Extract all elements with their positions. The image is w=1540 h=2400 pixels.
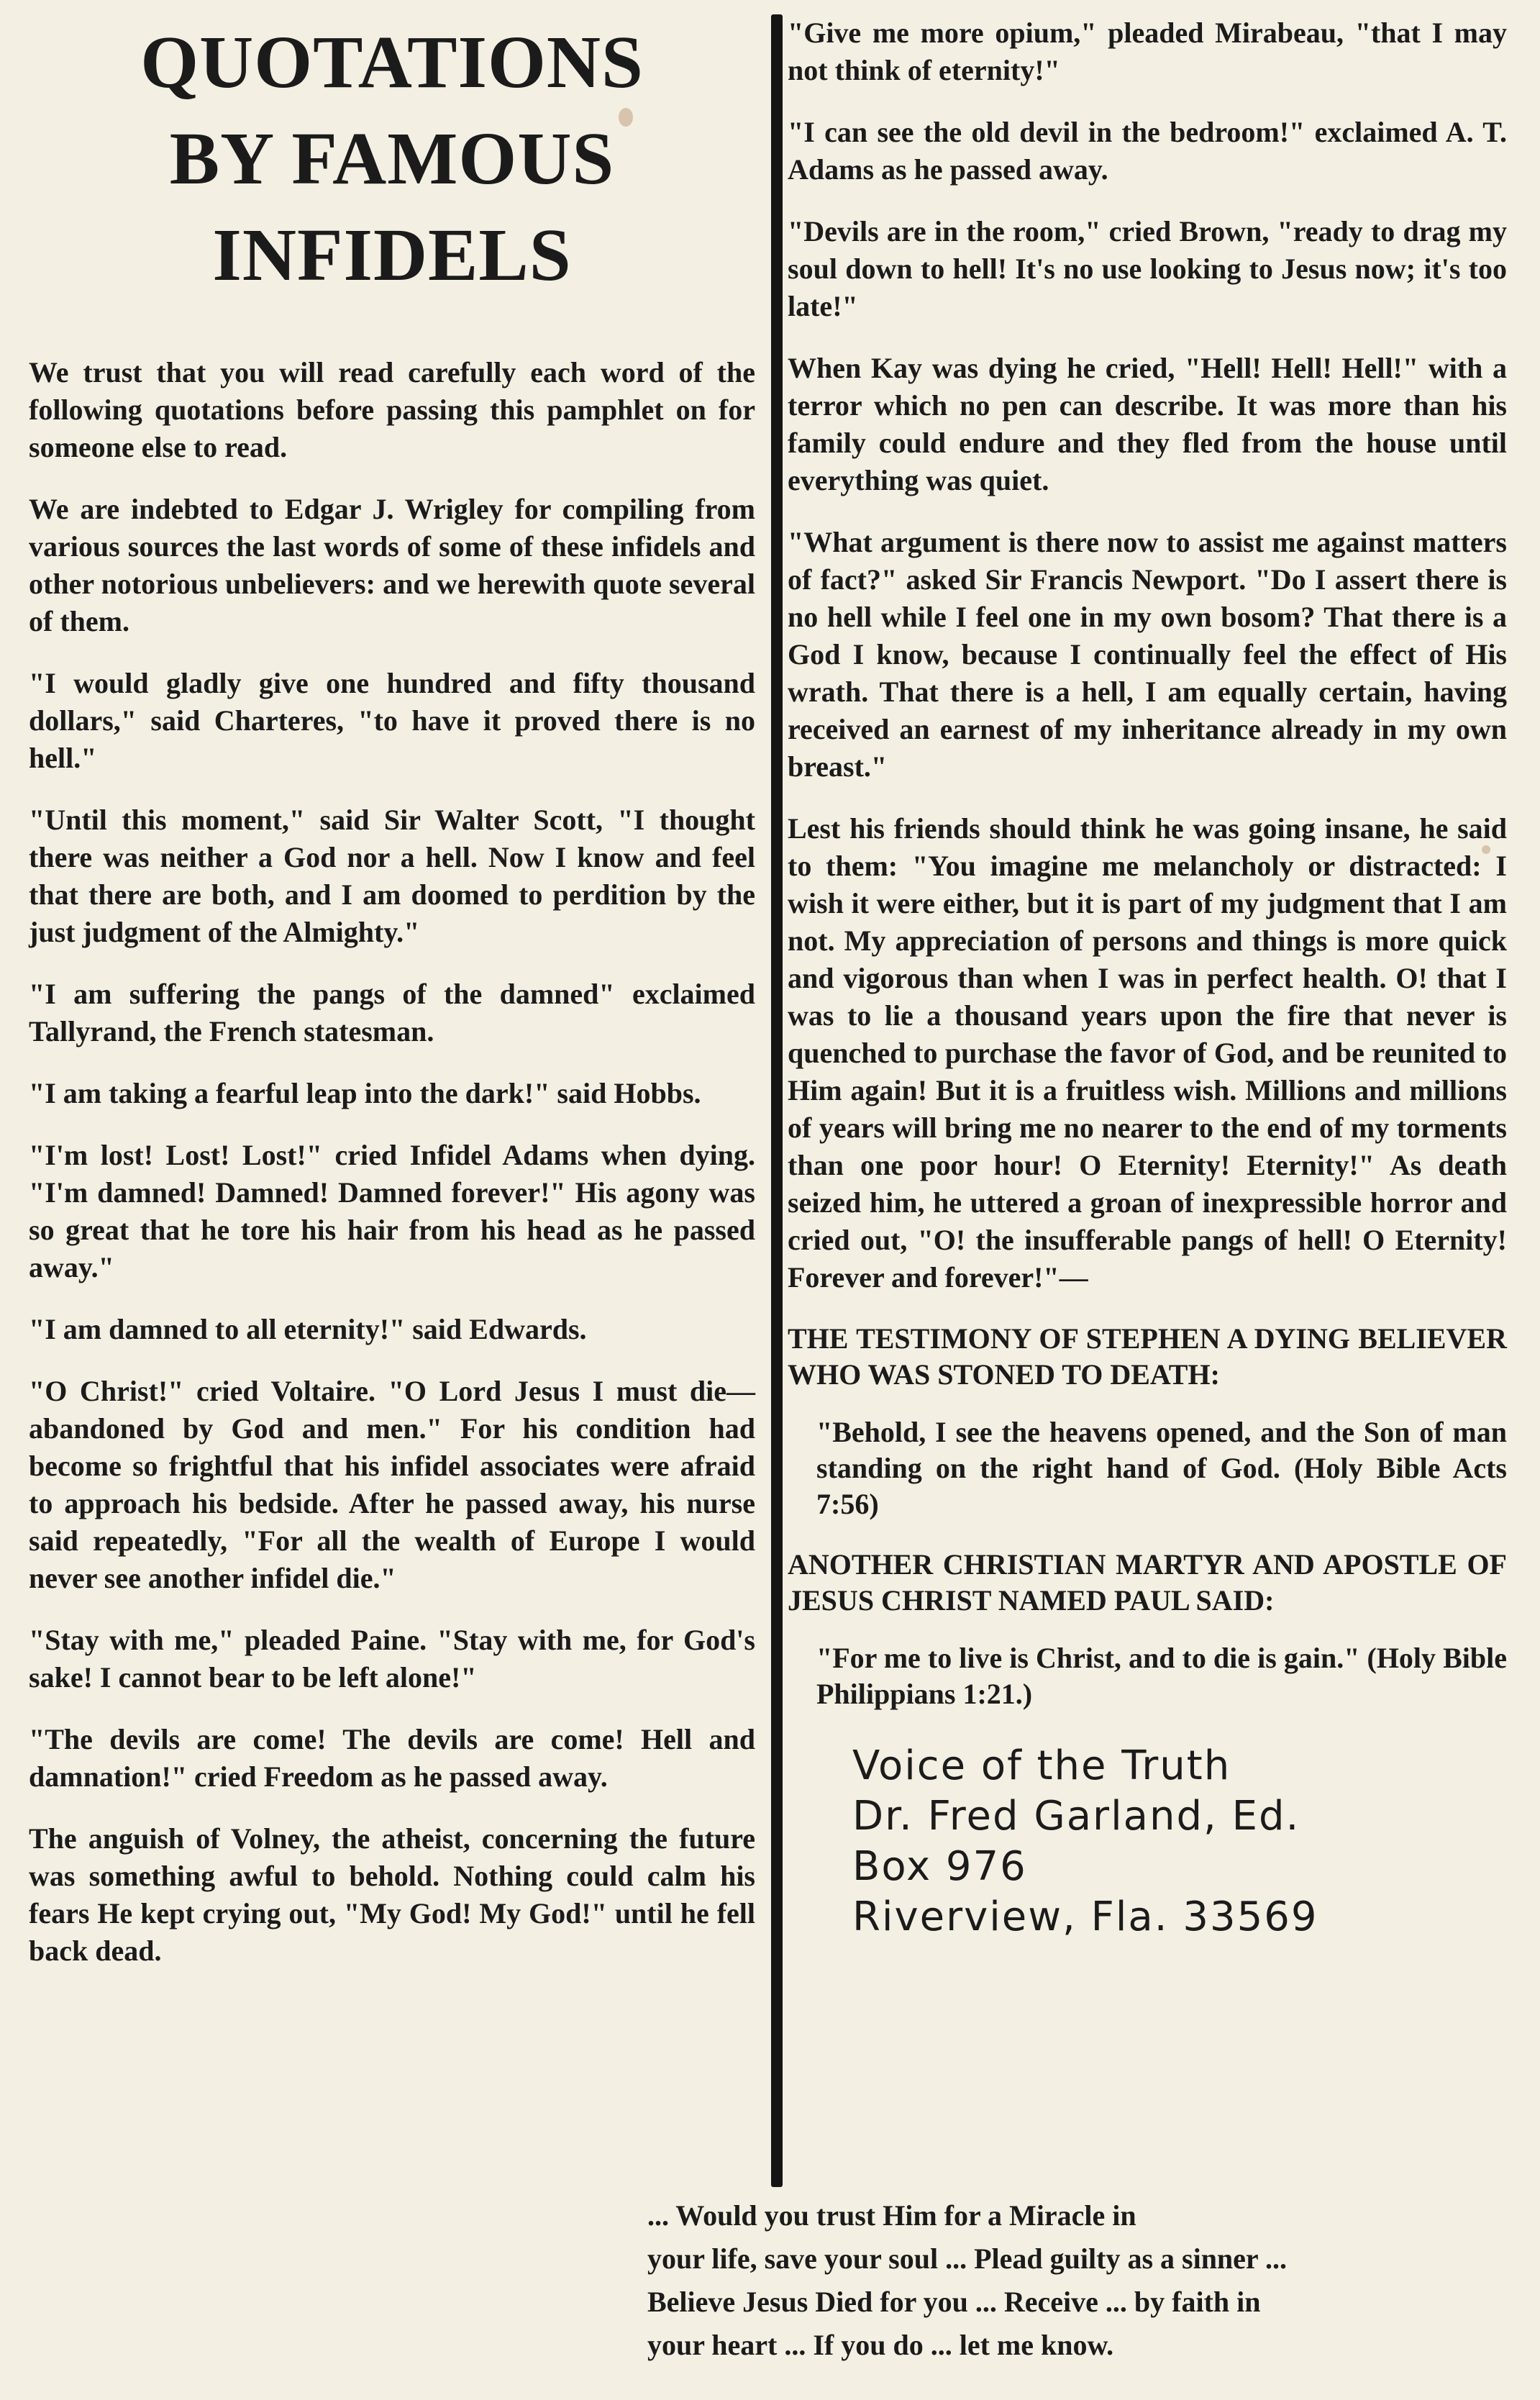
quote-tallyrand: "I am suffering the pangs of the damned" exclaimed Tallyrand, the French statesman.: [29, 978, 755, 1047]
title-line-2: BY FAMOUS: [169, 117, 615, 200]
paul-scripture: "For me to live is Christ, and to die is gain." (Holy Bible Philippians 1:21.): [816, 1642, 1507, 1710]
quote-voltaire: "O Christ!" cried Voltaire. "O Lord Jesus I must die—abandoned by God and men." For his condition had become so frightful that his infidel associates were afraid to approach his bedside. After he passed away, his nurse said repeatedly, "For all the wealth of Europe I would never see another infidel die.": [29, 1375, 755, 1594]
right-column: [788, 14, 1507, 1942]
paper-speck: [1482, 845, 1490, 854]
quote-charteres: "I would gladly give one hundred and fifty thousand dollars," said Charteres, "to have it proved there is no hell.": [29, 667, 755, 774]
publisher-signature: [852, 1741, 1507, 1942]
attribution-paragraph: We are indebted to Edgar J. Wrigley for compiling from various sources the last words of some of these infidels and other notorious unbelievers: and we herewith quote several of them.: [29, 493, 755, 637]
paul-heading: ANOTHER CHRISTIAN MARTYR AND APOSTLE OF JESUS CHRIST NAMED PAUL SAID:: [788, 1548, 1507, 1617]
quote-mirabeau: "Give me more opium," pleaded Mirabeau, "that I may not think of eternity!": [788, 17, 1507, 86]
title-line-3: INFIDELS: [212, 214, 572, 296]
quote-brown: "Devils are in the room," cried Brown, "ready to drag my soul down to hell! It's no use looking to Jesus now; it's too late!": [788, 215, 1507, 322]
closing-line: your life, save your soul ... Plead guilty as a sinner ...: [647, 2242, 1287, 2275]
quote-freedom: "The devils are come! The devils are come! Hell and damnation!" cried Freedom as he passed away.: [29, 1723, 755, 1793]
signature-line: Dr. Fred Garland, Ed.: [852, 1793, 1300, 1840]
intro-paragraph: We trust that you will read carefully each word of the following quotations before passing this pamphlet on for someone else to read.: [29, 356, 755, 463]
quote-at-adams: "I can see the old devil in the bedroom!" exclaimed A. T. Adams as he passed away.: [788, 116, 1507, 186]
closing-line: your heart ... If you do ... let me know.: [647, 2329, 1114, 2361]
quote-adams: "I'm lost! Lost! Lost!" cried Infidel Adams when dying. "I'm damned! Damned! Damned forever!" His agony was so great that he tore his hair from his head as he passed away.": [29, 1139, 755, 1283]
quote-edwards: "I am damned to all eternity!" said Edwards.: [29, 1313, 587, 1345]
signature-line: Voice of the Truth: [852, 1742, 1231, 1789]
page-title: [29, 14, 755, 304]
left-column: [29, 14, 755, 1994]
quote-paine: "Stay with me," pleaded Paine. "Stay with me, for God's sake! I cannot bear to be left alone!": [29, 1624, 755, 1694]
signature-line: Riverview, Fla. 33569: [852, 1894, 1318, 1940]
paper-speck: [619, 108, 633, 127]
title-line-1: QUOTATIONS: [140, 21, 644, 104]
stephen-scripture: "Behold, I see the heavens opened, and the Son of man standing on the right hand of God. (Holy Bible Acts 7:56): [816, 1416, 1507, 1520]
closing-appeal: [647, 2194, 1511, 2367]
quote-scott: "Until this moment," said Sir Walter Scott, "I thought there was neither a God nor a hell. Now I know and feel that there are both, and I am doomed to perdition by the just judgment of the Almighty.": [29, 804, 755, 948]
quote-kay: When Kay was dying he cried, "Hell! Hell! Hell!" with a terror which no pen can describe. It was more than his family could endure and they fled from the house until everything was quiet.: [788, 352, 1507, 496]
closing-line: Believe Jesus Died for you ... Receive ... by faith in: [647, 2286, 1261, 2318]
signature-line: Box 976: [852, 1843, 1027, 1890]
stephen-heading: THE TESTIMONY OF STEPHEN A DYING BELIEVER WHO WAS STONED TO DEATH:: [788, 1322, 1507, 1391]
closing-line: ... Would you trust Him for a Miracle in: [647, 2199, 1136, 2232]
quote-newport: "What argument is there now to assist me against matters of fact?" asked Sir Francis Newport. "Do I assert there is no hell while I feel one in my own bosom? That there is a God I know, because I continually feel the effect of His wrath. That there is a hell, I am equally certain, having received an earnest of my inheritance already in my own breast.": [788, 526, 1507, 783]
column-divider: [771, 14, 783, 2187]
quote-volney: The anguish of Volney, the atheist, concerning the future was something awful to behold. Nothing could calm his fears He kept crying out, "My God! My God!" until he fell back dead.: [29, 1822, 755, 1967]
quote-newport-continued: Lest his friends should think he was going insane, he said to them: "You imagine me melancholy or distracted: I wish it were either, but it is part of my judgment that I am not. My appreciation of persons and things is more quick and vigorous than when I was in perfect health. O! that I was to lie a thousand years upon the fire that never is quenched to purchase the favor of God, and be reunited to Him again! But it is a fruitless wish. Millions and millions of years will bring me no nearer to the end of my torments than one poor hour! O Eternity! Eternity!" As death seized him, he uttered a groan of inexpressible horror and cried out, "O! the insufferable pangs of hell! O Eternity! Forever and forever!"—: [788, 812, 1507, 1294]
quote-hobbs: "I am taking a fearful leap into the dark!" said Hobbs.: [29, 1077, 701, 1109]
